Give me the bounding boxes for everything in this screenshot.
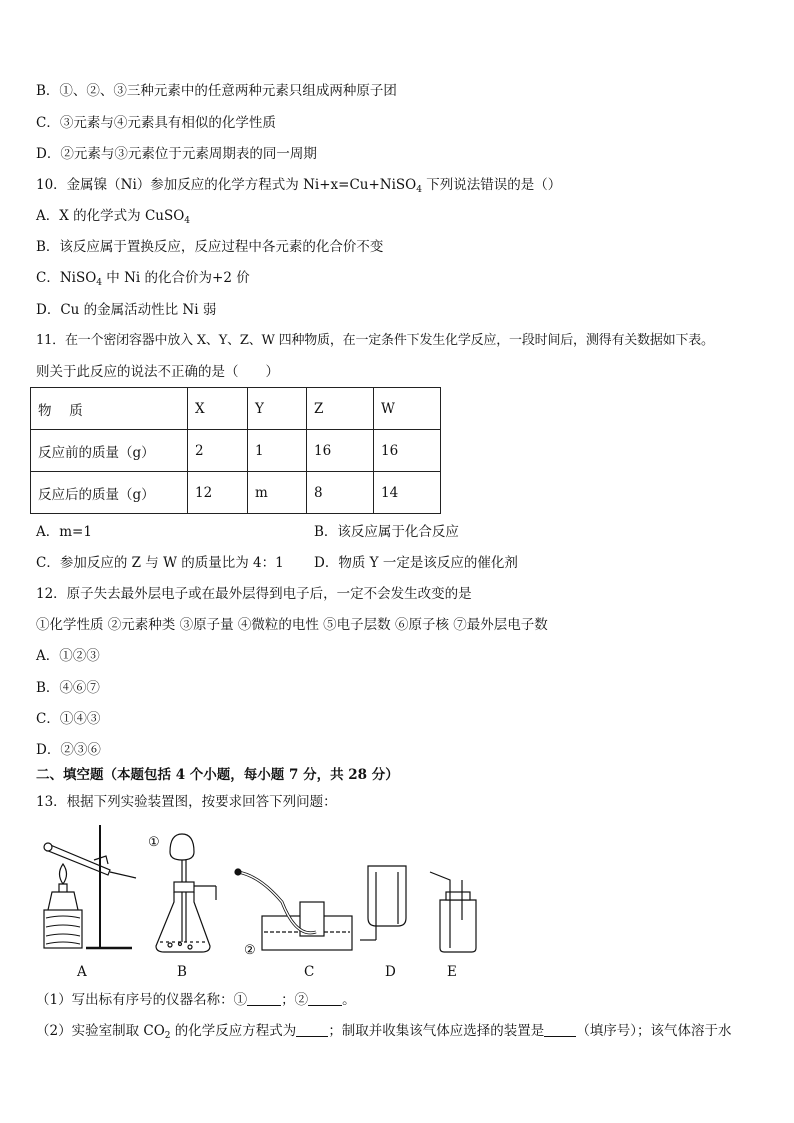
lab-apparatus-figure [30, 820, 500, 960]
q12-items: ①化学性质 ②元素种类 ③原子量 ④微粒的电性 ⑤电子层数 ⑥原子核 ⑦最外层电子数 [36, 617, 548, 633]
q11-stem: 11．在一个密闭容器中放入 X、Y、Z、W 四种物质，在一定条件下发生化学反应，一段时间后，测得有关数据如下表。 [36, 333, 714, 348]
q10-option-c-tail: 中 Ni 的化合价为+2 价 [102, 270, 250, 286]
table-cell: 反应后的质量（g） [31, 472, 188, 514]
q13-part2-sub: 2 [164, 1031, 171, 1041]
table-cell: 16 [374, 430, 441, 472]
label-c: C [304, 964, 315, 980]
apparatus-e-bottle-upward [430, 872, 476, 952]
table-cell: W [374, 388, 441, 430]
label-e: E [447, 964, 457, 980]
table-cell: 1 [248, 430, 307, 472]
q11-stem-cont: 则关于此反应的说法不正确的是（ ） [36, 364, 279, 380]
q13-part1-text: （1）写出标有序号的仪器名称：① [36, 992, 248, 1008]
table-cell: X [188, 388, 248, 430]
table-row [31, 472, 441, 514]
table-cell: 16 [307, 430, 374, 472]
label-a: A [77, 964, 87, 980]
table-cell: 物 质 [31, 388, 188, 430]
q13-part2-mid2: ；制取并收集该气体应选择的装置是 [328, 1023, 545, 1039]
q10-option-a [36, 206, 190, 226]
apparatus-c-water-trough [235, 869, 352, 950]
q11-option-a: A．m=1 [36, 524, 92, 540]
table-cell: 2 [188, 430, 248, 472]
q12-option-b: B．④⑥⑦ [36, 680, 100, 696]
q13-part1-end: 。 [342, 992, 356, 1008]
q12-option-d: D．②③⑥ [36, 742, 101, 758]
q10-option-c-text: C．NiSO [36, 270, 97, 286]
label-d: D [385, 964, 396, 980]
q10-option-c-sub: 4 [96, 278, 103, 288]
q13-part2-text: （2）实验室制取 CO [36, 1023, 165, 1039]
table-row [31, 388, 441, 430]
table-cell: Z [307, 388, 374, 430]
q11-option-c: C．参加反应的 Z 与 W 的质量比为 4：1 [36, 555, 284, 571]
q10-option-c [36, 268, 250, 288]
q13-part1-mid: ；② [281, 992, 309, 1008]
section-heading: 二、填空题（本题包括 4 个小题，每小题 7 分，共 28 分） [36, 767, 399, 783]
table-row [31, 430, 441, 472]
table-cell: 14 [374, 472, 441, 514]
marker-2: ② [244, 943, 256, 958]
q10-option-b: B．该反应属于置换反应，反应过程中各元素的化合价不变 [36, 239, 384, 255]
answer-blank[interactable] [247, 991, 281, 1006]
answer-blank[interactable] [296, 1022, 328, 1037]
apparatus-a-heating-tube [44, 825, 136, 948]
q9-option-b: B．①、②、③三种元素中的任意两种元素只组成两种原子团 [36, 83, 397, 99]
q13-part2 [36, 1021, 732, 1041]
q10-option-a-text: A．X 的化学式为 CuSO [36, 208, 185, 224]
q11-option-b: B．该反应属于化合反应 [314, 524, 459, 540]
label-b: B [177, 964, 187, 980]
answer-blank[interactable] [544, 1022, 576, 1037]
q12-option-a: A．①②③ [36, 648, 100, 664]
q10-option-a-sub: 4 [184, 216, 191, 226]
table-cell: m [248, 472, 307, 514]
q10-option-d: D．Cu 的金属活动性比 Ni 弱 [36, 302, 217, 318]
q9-option-c: C．③元素与④元素具有相似的化学性质 [36, 115, 276, 131]
q9-option-d: D．②元素与③元素位于元素周期表的同一周期 [36, 146, 317, 162]
q11-data-table [30, 387, 441, 514]
q10-stem [36, 175, 561, 195]
table-cell: Y [248, 388, 307, 430]
answer-blank[interactable] [308, 991, 342, 1006]
q13-stem: 13．根据下列实验装置图，按要求回答下列问题： [36, 794, 337, 810]
q12-stem: 12．原子失去最外层电子或在最外层得到电子后，一定不会发生改变的是 [36, 586, 472, 602]
q10-stem-sub: 4 [416, 185, 422, 195]
table-cell: 反应前的质量（g） [31, 430, 188, 472]
q12-option-c: C．①④③ [36, 711, 101, 727]
q10-stem-tail: 下列说法错误的是（） [421, 177, 562, 193]
table-cell: 12 [188, 472, 248, 514]
q11-option-d: D．物质 Y 一定是该反应的催化剂 [314, 555, 518, 571]
q13-part2-end: （填序号）；该气体溶于水 [576, 1023, 732, 1039]
q10-stem-text: 10．金属镍（Ni）参加反应的化学方程式为 Ni+x=Cu+NiSO [36, 177, 417, 193]
q13-part1 [36, 990, 356, 1010]
apparatus-d-bottle-downward [360, 866, 406, 940]
marker-1: ① [148, 835, 160, 850]
table-cell: 8 [307, 472, 374, 514]
apparatus-b-flask-funnel [156, 834, 216, 952]
q13-part2-mid: 的化学反应方程式为 [170, 1023, 297, 1039]
